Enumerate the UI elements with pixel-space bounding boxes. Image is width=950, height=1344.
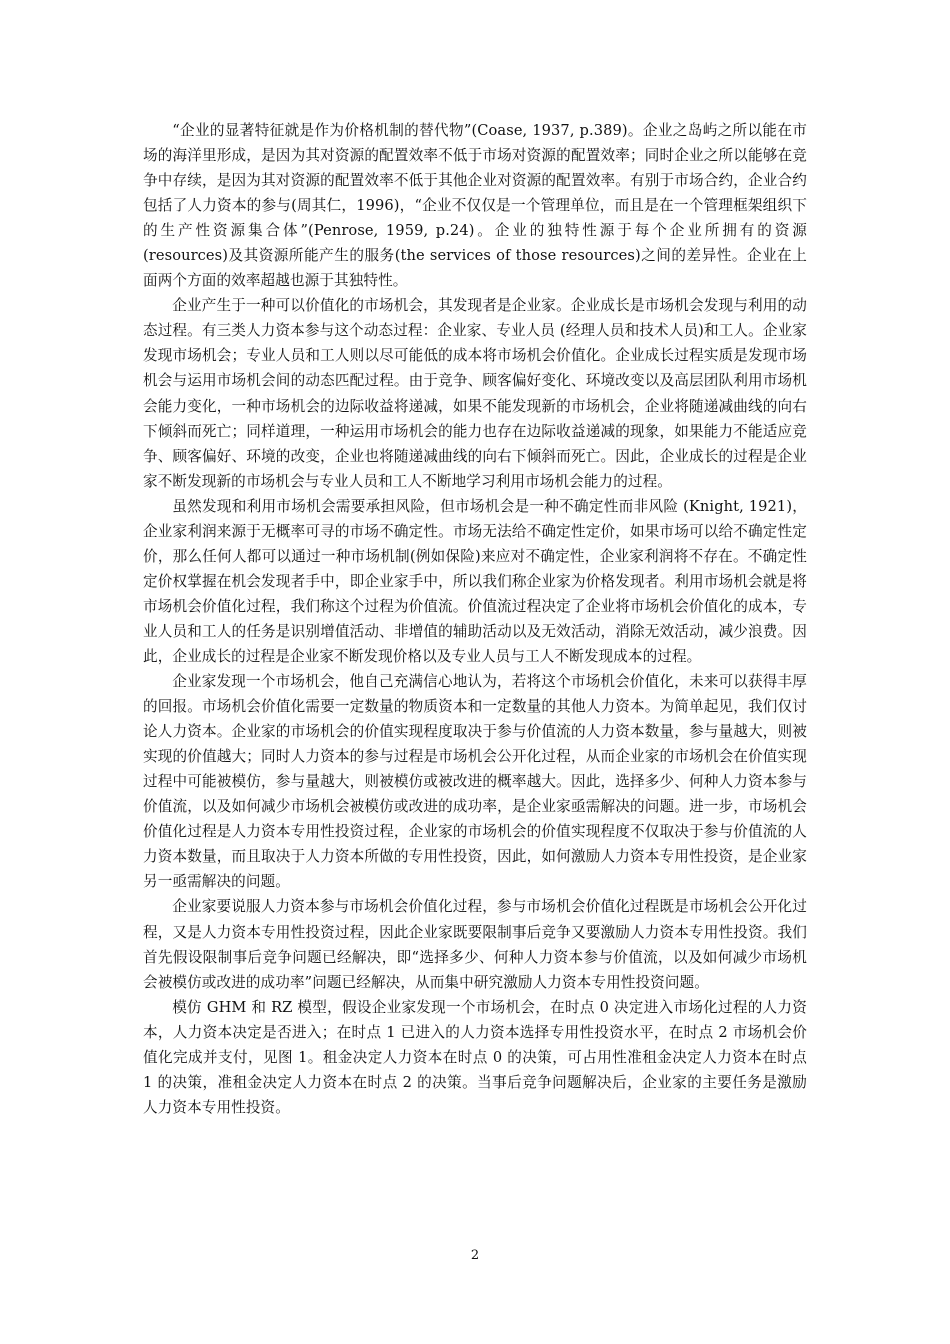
- paragraph-3: 虽然发现和利用市场机会需要承担风险，但市场机会是一种不确定性而非风险 (Knight, 1921)，企业家利润来源于无概率可寻的市场不确定性。市场无法给不确定性定价，如果市场可以给不确定性定价，那么任何人都可以通过一种市场机制(例如保险)来应对不确定性，企业家利润将不存在。不确定性定价权掌握在机会发现者手中，即企业家手中，所以我们称企业家为价格发现者。利用市场机会就是将市场机会价值化过程，我们称这个过程为价值流。价值流过程决定了企业将市场机会价值化的成本，专业人员和工人的任务是识别增值活动、非增值的辅助活动以及无效活动，消除无效活动，减少浪费。因此，企业成长的过程是企业家不断发现价格以及专业人员与工人不断发现成本的过程。: [143, 497, 807, 665]
- page-number: 2: [470, 1248, 480, 1263]
- paragraph-6: 模仿 GHM 和 RZ 模型，假设企业家发现一个市场机会，在时点 0 决定进入市场化过程的人力资本，人力资本决定是否进入；在时点 1 已进入的人力资本选择专用性投资水平，在时点 2 市场机会价值化完成并支付，见图 1。租金决定人力资本在时点 0 的决策，可占用性准租金决定人力资本在时点 1 的决策，准租金决定人力资本在时点 2 的决策。当事后竞争问题解决后，企业家的主要任务是激励人力资本专用性投资。: [143, 998, 807, 1116]
- paragraph-1: “企业的显著特征就是作为价格机制的替代物”(Coase, 1937, p.389)。企业之岛屿之所以能在市场的海洋里形成，是因为其对资源的配置效率不低于市场对资源的配置效率；同时企业之所以能够在竞争中存续，是因为其对资源的配置效率不低于其他企业对资源的配置效率。有别于市场合约，企业合约包括了人力资本的参与(周其仁，1996)，“企业不仅仅是一个管理单位，而且是在一个管理框架组织下的生产性资源集合体”(Penrose, 1959, p.24)。企业的独特性源于每个企业所拥有的资源(resources)及其资源所能产生的服务(the services of those resources)之间的差异性。企业在上面两个方面的效率超越也源于其独特性。: [143, 122, 807, 290]
- paragraph-5: 企业家要说服人力资本参与市场机会价值化过程，参与市场机会价值化过程既是市场机会公开化过程，又是人力资本专用性投资过程，因此企业家既要限制事后竞争又要激励人力资本专用性投资。我们首先假设限制事后竞争问题已经解决，即“选择多少、何种人力资本参与价值流，以及如何减少市场机会被模仿或改进的成功率”问题已经解决，从而集中研究激励人力资本专用性投资问题。: [143, 898, 807, 991]
- body-text: [143, 118, 807, 1120]
- paragraph-2: 企业产生于一种可以价值化的市场机会，其发现者是企业家。企业成长是市场机会发现与利用的动态过程。有三类人力资本参与这个动态过程：企业家、专业人员 (经理人员和技术人员)和工人。企业家发现市场机会；专业人员和工人则以尽可能低的成本将市场机会价值化。企业成长过程实质是发现市场机会与运用市场机会间的动态匹配过程。由于竞争、顾客偏好变化、环境改变以及高层团队利用市场机会能力变化，一种市场机会的边际收益将递减，如果不能发现新的市场机会，企业将随递减曲线的向右下倾斜而死亡；同样道理，一种运用市场机会的能力也存在边际收益递减的现象，如果能力不能适应竞争、顾客偏好、环境的改变，企业也将随递减曲线的向右下倾斜而死亡。因此，企业成长的过程是企业家不断发现新的市场机会与专业人员和工人不断地学习利用市场机会能力的过程。: [143, 297, 807, 490]
- paragraph-4: 企业家发现一个市场机会，他自己充满信心地认为，若将这个市场机会价值化，未来可以获得丰厚的回报。市场机会价值化需要一定数量的物质资本和一定数量的其他人力资本。为简单起见，我们仅讨论人力资本。企业家的市场机会的价值实现程度取决于参与价值流的人力资本数量，参与量越大，则被实现的价值越大；同时人力资本的参与过程是市场机会公开化过程，从而企业家的市场机会在价值实现过程中可能被模仿，参与量越大，则被模仿或被改进的概率越大。因此，选择多少、何种人力资本参与价值流，以及如何减少市场机会被模仿或改进的成功率，是企业家亟需解决的问题。进一步，市场机会价值化过程是人力资本专用性投资过程，企业家的市场机会的价值实现程度不仅取决于参与价值流的人力资本数量，而且取决于人力资本所做的专用性投资，因此，如何激励人力资本专用性投资，是企业家另一亟需解决的问题。: [143, 673, 807, 891]
